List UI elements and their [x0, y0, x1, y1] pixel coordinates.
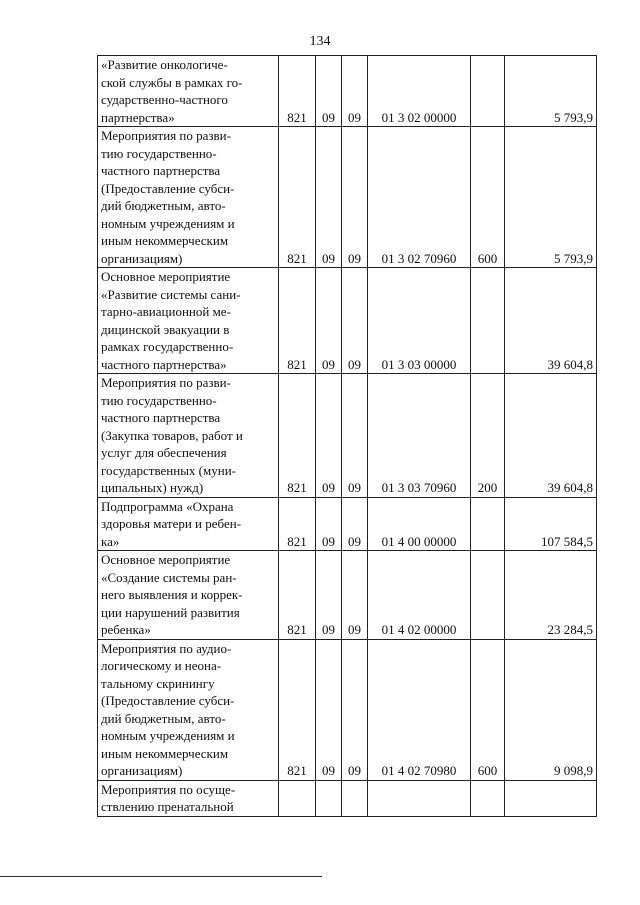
row-subsection: 09: [342, 56, 368, 127]
row-amount: 107 584,5: [505, 497, 597, 551]
row-target-code: 01 4 02 70980: [368, 639, 471, 780]
row-amount: 23 284,5: [505, 551, 597, 640]
row-amount: 39 604,8: [505, 374, 597, 498]
table-row: [98, 127, 597, 268]
row-description: Мероприятия по осуще- ствлению пренатальной: [98, 780, 279, 816]
row-expense-type: 600: [471, 127, 505, 268]
row-description: Подпрограмма «Охрана здоровья матери и ребен- ка»: [98, 497, 279, 551]
budget-table: [97, 55, 597, 817]
row-amount: [505, 780, 597, 816]
row-target-code: 01 3 02 70960: [368, 127, 471, 268]
row-grbs: 821: [279, 497, 316, 551]
row-subsection: 09: [342, 639, 368, 780]
row-grbs: 821: [279, 56, 316, 127]
row-description: Основное мероприятие «Развитие системы сани- тарно-авиационной ме- дицинской эвакуации в рамках государственно- частного партнерства»: [98, 268, 279, 374]
row-section: 09: [316, 374, 342, 498]
row-section: 09: [316, 497, 342, 551]
row-description: Мероприятия по разви- тию государственно- частного партнерства (Предоставление субси- дий бюджетным, авто- номным учреждениям и иным некоммерческим организациям): [98, 127, 279, 268]
footer-divider: [0, 876, 322, 877]
row-amount: 9 098,9: [505, 639, 597, 780]
row-expense-type: [471, 268, 505, 374]
row-expense-type: [471, 551, 505, 640]
row-target-code: 01 4 00 00000: [368, 497, 471, 551]
page-number: 134: [309, 34, 331, 49]
row-description: Основное мероприятие «Создание системы ран- него выявления и коррек- ции нарушений развития ребенка»: [98, 551, 279, 640]
row-subsection: 09: [342, 497, 368, 551]
row-amount: 5 793,9: [505, 56, 597, 127]
row-target-code: [368, 780, 471, 816]
row-section: 09: [316, 127, 342, 268]
table-row: [98, 56, 597, 127]
row-expense-type: [471, 56, 505, 127]
row-grbs: 821: [279, 268, 316, 374]
row-expense-type: [471, 497, 505, 551]
table-row: [98, 497, 597, 551]
row-description: Мероприятия по аудио- логическому и неона- тальному скринингу (Предоставление субси- дий бюджетным, авто- номным учреждениям и иным некоммерческим организациям): [98, 639, 279, 780]
row-amount: 5 793,9: [505, 127, 597, 268]
row-section: [316, 780, 342, 816]
row-description: Мероприятия по разви- тию государственно- частного партнерства (Закупка товаров, работ и услуг для обеспечения государственных (муни- ципальных) нужд): [98, 374, 279, 498]
row-subsection: 09: [342, 268, 368, 374]
row-target-code: 01 4 02 00000: [368, 551, 471, 640]
row-target-code: 01 3 03 70960: [368, 374, 471, 498]
row-description: «Развитие онкологиче- ской службы в рамках го- сударственно-частного партнерства»: [98, 56, 279, 127]
row-grbs: 821: [279, 374, 316, 498]
table-row: [98, 268, 597, 374]
row-grbs: 821: [279, 639, 316, 780]
row-target-code: 01 3 02 00000: [368, 56, 471, 127]
row-target-code: 01 3 03 00000: [368, 268, 471, 374]
row-section: 09: [316, 56, 342, 127]
row-expense-type: 200: [471, 374, 505, 498]
row-subsection: 09: [342, 374, 368, 498]
row-subsection: 09: [342, 127, 368, 268]
table-row: [98, 374, 597, 498]
row-grbs: [279, 780, 316, 816]
table-row: [98, 551, 597, 640]
row-expense-type: 600: [471, 639, 505, 780]
table-row: [98, 780, 597, 816]
row-section: 09: [316, 551, 342, 640]
row-subsection: [342, 780, 368, 816]
row-grbs: 821: [279, 551, 316, 640]
row-grbs: 821: [279, 127, 316, 268]
row-expense-type: [471, 780, 505, 816]
row-subsection: 09: [342, 551, 368, 640]
row-section: 09: [316, 639, 342, 780]
table-row: [98, 639, 597, 780]
row-section: 09: [316, 268, 342, 374]
row-amount: 39 604,8: [505, 268, 597, 374]
